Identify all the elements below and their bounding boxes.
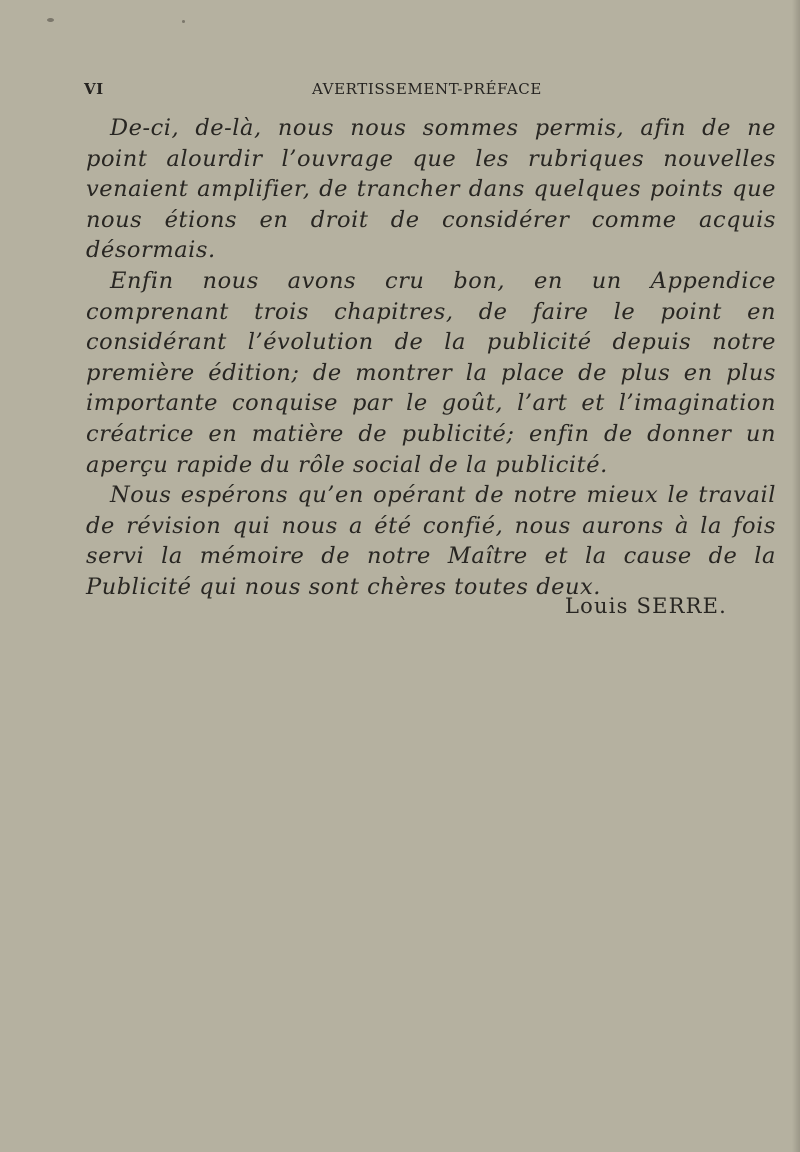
- preface-text: [86, 113, 776, 603]
- page-edge-shadow: [792, 0, 800, 1152]
- running-header: [84, 80, 724, 102]
- author-signature: Louis SERRE.: [565, 594, 728, 618]
- ink-speck: [47, 18, 54, 22]
- ink-speck: [182, 20, 185, 23]
- paragraph: Enfin nous avons cru bon, en un Appendice comprenant trois chapitres, de faire le point en considérant l’évolution de la publicité depuis notre première édition; de montrer la place de plus en plus importante conquise par le goût, l’art et l’imagination créatrice en matière de publicité; enfin de donner un aperçu rapide du rôle social de la publicité.: [86, 267, 776, 478]
- paragraph: De-ci, de-là, nous nous sommes permis, afin de ne point alourdir l’ouvrage que les rubriques nouvelles venaient amplifier, de trancher dans quelques points que nous étions en droit de considérer comme acquis désormais.: [86, 115, 776, 264]
- running-title: AVERTISSEMENT-PRÉFACE: [312, 80, 542, 98]
- page-number: VI: [84, 80, 104, 98]
- paragraph: Nous espérons qu’en opérant de notre mieux le travail de révision qui nous a été confié, nous aurons à la fois servi la mémoire de notre Maître et la cause de la Publicité qui nous sont chères toutes deux.: [86, 482, 776, 600]
